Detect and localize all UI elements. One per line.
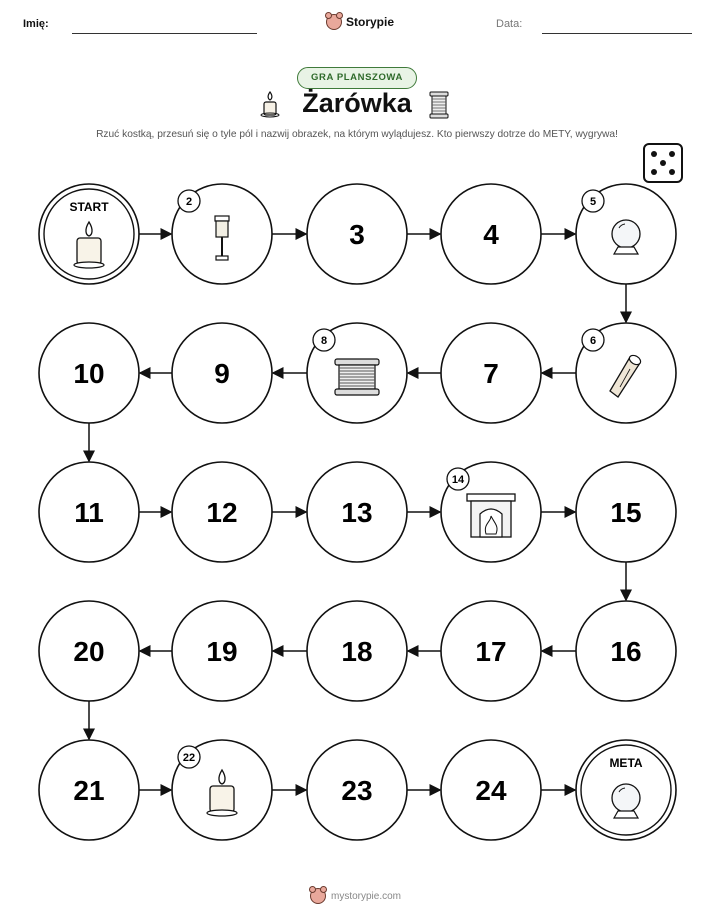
space-number: 4 [483, 219, 499, 250]
space-label: START [69, 200, 109, 214]
space-number: 24 [475, 775, 507, 806]
finish-space [576, 740, 676, 840]
board-space [39, 462, 139, 562]
space-number: 6 [589, 335, 597, 347]
name-label: Imię: [23, 18, 49, 30]
space-number: 12 [206, 497, 238, 528]
space-number: 18 [341, 636, 373, 667]
space-number: 13 [341, 497, 373, 528]
board-space [307, 462, 407, 562]
space-number: 7 [483, 358, 499, 389]
board-space [172, 462, 272, 562]
board-space [307, 184, 407, 284]
space-label: META [609, 756, 643, 770]
space-number: 22 [182, 752, 196, 764]
board-space [39, 740, 139, 840]
instructions: Rzuć kostką, przesuń się o tyle pól i nazwij obrazek, na którym wylądujesz. Kto pierwszy dotrze do METY, wygrywa! [96, 129, 618, 140]
space-number: 10 [73, 358, 105, 389]
space-number: 16 [610, 636, 642, 667]
board-space [441, 740, 541, 840]
brand-name: Storypie [346, 15, 395, 29]
space-number: 17 [475, 636, 507, 667]
board-space [576, 323, 676, 423]
board-space [39, 323, 139, 423]
board-space [441, 184, 541, 284]
space-number: 5 [589, 196, 597, 208]
board-space [307, 601, 407, 701]
board-space [307, 323, 407, 423]
game-type-badge: GRA PLANSZOWA [297, 67, 417, 89]
space-number: 2 [185, 196, 193, 208]
spool-icon [335, 359, 379, 395]
footer [310, 888, 401, 904]
space-number: 14 [451, 474, 465, 486]
space-number: 3 [349, 219, 365, 250]
board-space [172, 601, 272, 701]
footer-url: mystorypie.com [331, 890, 402, 902]
page-title: Żarówka [302, 88, 412, 118]
fireplace-icon [467, 494, 515, 537]
space-number: 11 [74, 497, 104, 528]
board-space [576, 601, 676, 701]
board-space [172, 740, 272, 840]
board-space [441, 323, 541, 423]
board-space [441, 601, 541, 701]
board-space [441, 462, 541, 562]
space-number: 19 [206, 636, 238, 667]
space-number: 15 [610, 497, 642, 528]
space-number: 20 [73, 636, 105, 667]
board-space [172, 184, 272, 284]
board-space [576, 462, 676, 562]
board-space [172, 323, 272, 423]
space-number: 21 [73, 775, 105, 806]
start-space [39, 184, 139, 284]
board-space [307, 740, 407, 840]
space-number: 23 [341, 775, 373, 806]
bear-icon [310, 888, 326, 904]
board-space [39, 601, 139, 701]
board-space [576, 184, 676, 284]
space-number: 9 [214, 358, 230, 389]
date-label: Data: [496, 18, 523, 30]
space-number: 8 [320, 335, 328, 347]
